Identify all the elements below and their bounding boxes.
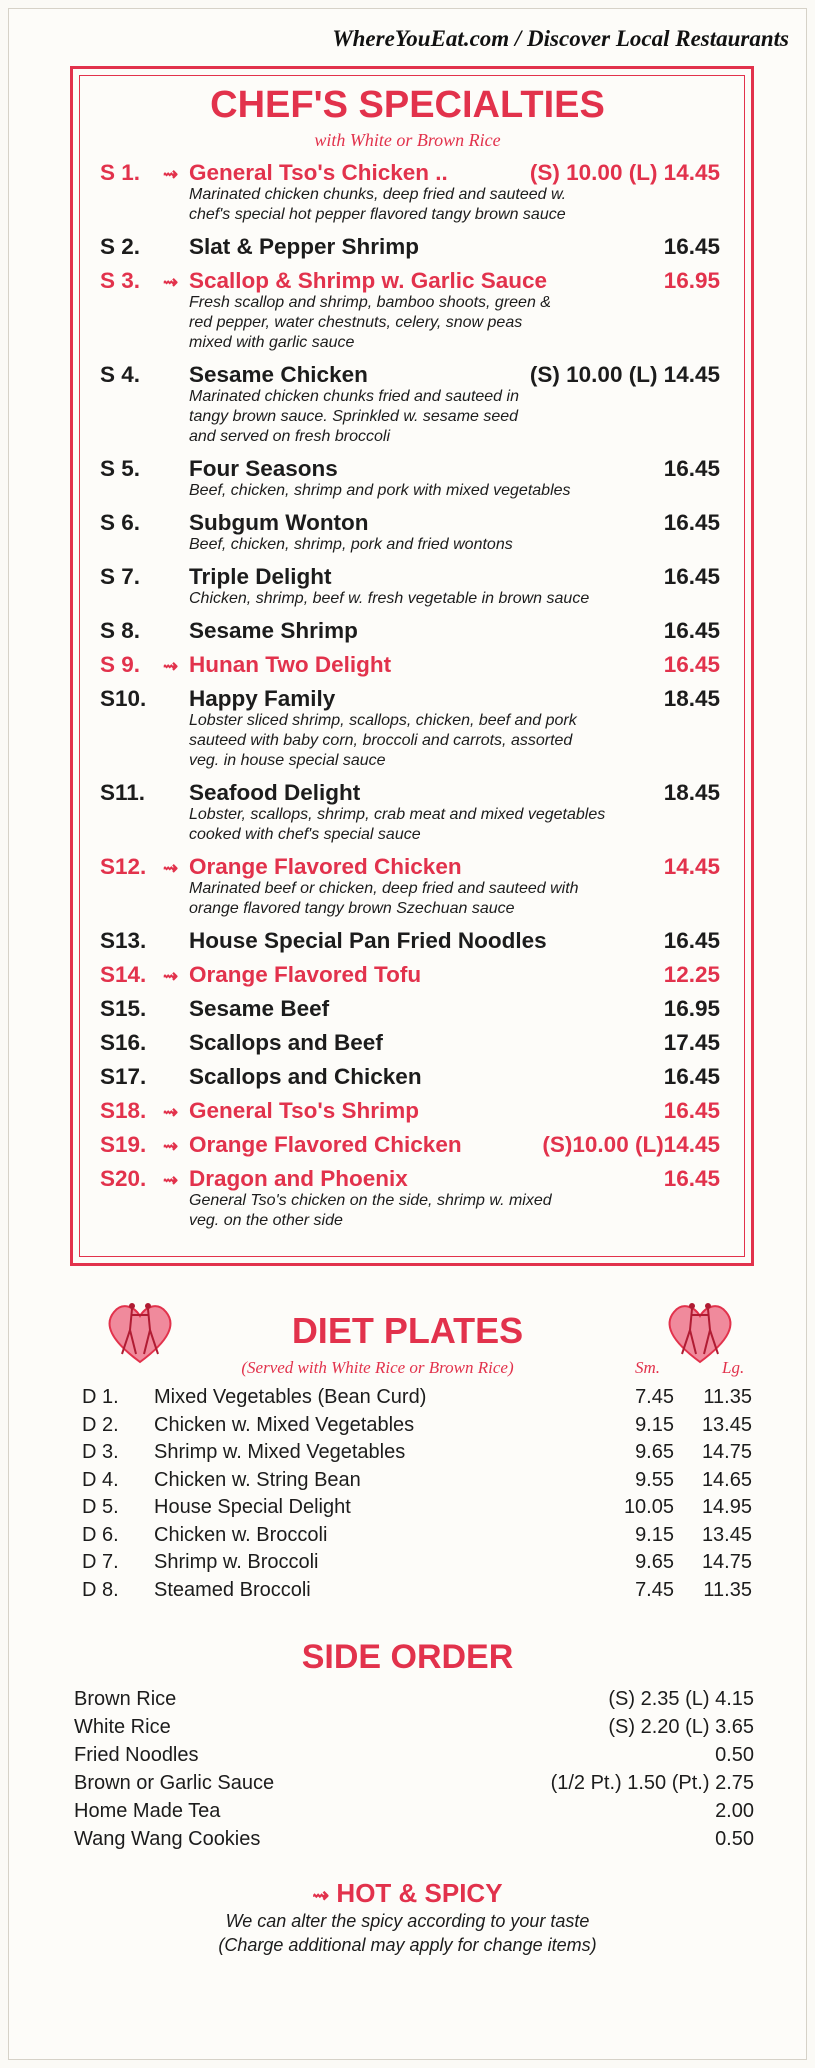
item-description: chef's special hot pepper flavored tangy brown sauce: [189, 206, 566, 223]
item-code: S 3.: [100, 268, 141, 293]
item-code: S 9.: [100, 652, 141, 677]
item-name: Dragon and Phoenix: [189, 1166, 408, 1191]
item-price: (1/2 Pt.) 1.50 (Pt.) 2.75: [550, 1772, 754, 1794]
item-code: D 5.: [82, 1496, 119, 1518]
item-price: 16.45: [663, 456, 720, 481]
side-order-title: SIDE ORDER: [301, 1638, 514, 1676]
specialty-item: [100, 456, 720, 484]
item-name: General Tso's Shrimp: [189, 1098, 419, 1123]
item-description: General Tso's chicken on the side, shrimp w. mixed: [189, 1192, 552, 1209]
item-price: 16.45: [663, 928, 720, 953]
item-description: veg. in house special sauce: [189, 752, 386, 769]
side-item: [74, 1716, 754, 1742]
item-name: Orange Flavored Tofu: [189, 962, 422, 987]
item-code: D 6.: [82, 1523, 119, 1546]
item-description: Lobster sliced shrimp, scallops, chicken, beef and pork: [189, 712, 577, 729]
item-code: S 5.: [100, 456, 141, 481]
pepper-icon: ⇝: [163, 966, 179, 986]
item-price-small: 9.65: [635, 1551, 674, 1573]
item-code: D 1.: [82, 1386, 119, 1408]
item-code: S16.: [100, 1030, 147, 1055]
pepper-icon: ⇝: [312, 1885, 330, 1907]
item-code: S18.: [100, 1098, 147, 1123]
specialty-item: [100, 1030, 720, 1058]
item-name: Triple Delight: [189, 564, 332, 589]
specialty-item: [100, 962, 720, 990]
specialty-item: [100, 652, 720, 680]
item-code: S11.: [100, 780, 146, 805]
hot-note-line-2: (Charge additional may apply for change items): [218, 1935, 597, 1955]
item-price: 16.95: [663, 268, 720, 293]
specialty-item: [100, 1132, 720, 1160]
diet-col-lg: Lg.: [722, 1358, 745, 1377]
item-code: S 2.: [100, 234, 141, 259]
diet-item: [82, 1579, 752, 1605]
item-name: Scallops and Beef: [189, 1030, 383, 1055]
specialty-item: [100, 854, 720, 882]
specialty-item: [100, 362, 720, 390]
item-price-large: 13.45: [701, 1413, 752, 1436]
specialties-title: CHEF'S SPECIALTIES: [210, 84, 605, 126]
side-item: [74, 1800, 754, 1826]
item-code: S 6.: [100, 510, 141, 535]
item-name: General Tso's Chicken ..: [189, 160, 448, 185]
pepper-icon: ⇝: [163, 1102, 179, 1122]
item-name: Hunan Two Delight: [189, 652, 392, 677]
side-item: [74, 1744, 754, 1770]
item-price: 16.45: [663, 234, 720, 259]
item-name: Fried Noodles: [74, 1744, 199, 1766]
item-name: House Special Delight: [154, 1496, 351, 1518]
diet-col-sm: Sm.: [635, 1358, 661, 1377]
item-price-small: 9.65: [635, 1441, 674, 1463]
item-price-large: 11.35: [703, 1578, 752, 1601]
item-price-large: 14.95: [701, 1496, 752, 1518]
item-price: 16.95: [663, 996, 720, 1021]
item-name: Chicken w. Mixed Vegetables: [154, 1413, 415, 1436]
item-description: red pepper, water chestnuts, celery, snow peas: [189, 314, 523, 331]
item-description: Marinated chicken chunks, deep fried and sauteed w.: [189, 186, 567, 203]
item-name: Slat & Pepper Shrimp: [189, 234, 420, 259]
item-name: Shrimp w. Broccoli: [154, 1551, 319, 1573]
item-price: 18.45: [663, 686, 720, 711]
item-code: D 7.: [82, 1551, 119, 1573]
item-code: S13.: [100, 928, 147, 953]
hot-spicy-title: ⇝ HOT & SPICY: [312, 1878, 503, 1908]
item-code: D 3.: [82, 1441, 119, 1463]
item-name: Chicken w. String Bean: [154, 1468, 361, 1491]
item-code: D 2.: [82, 1413, 119, 1436]
item-price: 16.45: [663, 564, 720, 589]
item-code: S20.: [100, 1166, 147, 1191]
item-price: (S) 10.00 (L) 14.45: [529, 160, 720, 185]
item-price: 12.25: [663, 962, 720, 987]
item-description: veg. on the other side: [189, 1212, 343, 1229]
item-price: (S) 2.20 (L) 3.65: [608, 1716, 754, 1738]
item-description: orange flavored tangy brown Szechuan sauce: [189, 900, 515, 917]
specialty-item: [100, 618, 720, 646]
item-price-large: 14.75: [701, 1441, 752, 1463]
side-item: [74, 1828, 754, 1854]
item-price-small: 10.05: [623, 1496, 674, 1518]
diet-item: [82, 1386, 752, 1412]
diet-item: [82, 1524, 752, 1550]
specialty-item: [100, 160, 720, 188]
item-price-small: 9.15: [635, 1413, 674, 1436]
item-name: Scallops and Chicken: [189, 1064, 422, 1089]
item-price: 0.50: [715, 1828, 754, 1850]
item-description: Fresh scallop and shrimp, bamboo shoots, green &: [189, 294, 551, 311]
item-name: Seafood Delight: [189, 780, 361, 805]
specialty-item: [100, 510, 720, 538]
item-price-small: 9.55: [635, 1468, 674, 1491]
item-price: 18.45: [663, 780, 720, 805]
specialties-subtitle: with White or Brown Rice: [314, 130, 501, 150]
side-item: [74, 1772, 754, 1798]
item-name: Home Made Tea: [74, 1800, 221, 1822]
item-price: 16.45: [663, 652, 720, 677]
item-price: 0.50: [715, 1744, 754, 1766]
specialty-item: [100, 1064, 720, 1092]
specialty-item: [100, 996, 720, 1024]
specialty-item: [100, 234, 720, 262]
side-item: [74, 1688, 754, 1714]
item-price: 14.45: [663, 854, 720, 879]
item-name: Mixed Vegetables (Bean Curd): [154, 1386, 427, 1408]
item-name: Orange Flavored Chicken: [189, 854, 462, 879]
item-description: cooked with chef's special sauce: [189, 826, 421, 843]
item-name: Chicken w. Broccoli: [154, 1523, 328, 1546]
item-price: 16.45: [663, 1098, 720, 1123]
item-name: Happy Family: [189, 686, 336, 711]
item-name: Subgum Wonton: [189, 510, 369, 535]
item-name: Sesame Chicken: [189, 362, 368, 387]
item-code: S 8.: [100, 618, 141, 643]
diet-item: [82, 1551, 752, 1577]
item-price: 16.45: [663, 618, 720, 643]
item-description: and served on fresh broccoli: [189, 428, 390, 445]
item-price: (S) 2.35 (L) 4.15: [608, 1688, 754, 1710]
diet-plates-title: DIET PLATES: [291, 1310, 524, 1351]
diet-item: [82, 1496, 752, 1522]
item-code: D 8.: [82, 1578, 119, 1601]
item-price-large: 11.35: [703, 1386, 752, 1408]
item-code: S 1.: [100, 160, 141, 185]
specialty-item: [100, 686, 720, 714]
pepper-icon: ⇝: [163, 1136, 179, 1156]
item-description: Beef, chicken, shrimp, pork and fried wontons: [189, 536, 513, 553]
diet-item: [82, 1441, 752, 1467]
pepper-icon: ⇝: [163, 272, 179, 292]
specialty-item: [100, 928, 720, 956]
item-price-small: 7.45: [635, 1386, 674, 1408]
specialty-item: [100, 780, 720, 808]
pepper-icon: ⇝: [163, 656, 179, 676]
diet-plates-subtitle: (Served with White Rice or Brown Rice): [241, 1358, 514, 1377]
item-price: 16.45: [663, 1166, 720, 1191]
item-name: Steamed Broccoli: [154, 1578, 311, 1601]
item-description: Marinated beef or chicken, deep fried and sauteed with: [189, 880, 579, 897]
item-price: 16.45: [663, 1064, 720, 1089]
item-price-large: 14.65: [701, 1468, 752, 1491]
item-name: Scallop & Shrimp w. Garlic Sauce: [189, 268, 548, 293]
item-code: S 4.: [100, 362, 141, 387]
item-code: S17.: [100, 1064, 147, 1089]
item-code: D 4.: [82, 1468, 119, 1491]
specialty-item: [100, 268, 720, 296]
hot-note-line-1: We can alter the spicy according to your taste: [225, 1911, 590, 1931]
item-code: S15.: [100, 996, 147, 1021]
item-description: sauteed with baby corn, broccoli and carrots, assorted: [189, 732, 573, 749]
item-price-small: 9.15: [635, 1523, 674, 1546]
pepper-icon: ⇝: [163, 858, 179, 878]
item-price: 17.45: [663, 1030, 720, 1055]
item-price-large: 14.75: [701, 1551, 752, 1573]
site-header[interactable]: WhereYouEat.com / Discover Local Restaurants: [332, 26, 789, 51]
item-description: mixed with garlic sauce: [189, 334, 355, 351]
item-code: S10.: [100, 686, 147, 711]
item-description: tangy brown sauce. Sprinkled w. sesame seed: [189, 408, 519, 425]
item-description: Lobster, scallops, shrimp, crab meat and mixed vegetables: [189, 806, 606, 823]
diet-item: [82, 1414, 752, 1440]
pepper-icon: ⇝: [163, 164, 179, 184]
item-name: White Rice: [74, 1716, 171, 1738]
item-price: (S) 10.00 (L) 14.45: [529, 362, 720, 387]
item-name: Brown Rice: [74, 1688, 177, 1710]
specialty-item: [100, 1166, 720, 1194]
item-code: S19.: [100, 1132, 147, 1157]
item-description: Beef, chicken, shrimp and pork with mixed vegetables: [189, 482, 571, 499]
item-name: House Special Pan Fried Noodles: [189, 928, 547, 953]
item-name: Sesame Beef: [189, 996, 330, 1021]
item-price: 16.45: [663, 510, 720, 535]
item-price-small: 7.45: [635, 1578, 674, 1601]
item-price: 2.00: [715, 1800, 754, 1822]
item-description: Marinated chicken chunks fried and sauteed in: [189, 388, 519, 405]
item-code: S12.: [100, 854, 147, 879]
item-name: Shrimp w. Mixed Vegetables: [154, 1441, 406, 1463]
specialty-item: [100, 1098, 720, 1126]
item-code: S 7.: [100, 564, 141, 589]
item-description: Chicken, shrimp, beef w. fresh vegetable in brown sauce: [189, 590, 590, 607]
diet-item: [82, 1469, 752, 1495]
item-name: Four Seasons: [189, 456, 338, 481]
specialty-item: [100, 564, 720, 592]
item-price-large: 13.45: [701, 1523, 752, 1546]
item-name: Wang Wang Cookies: [74, 1828, 261, 1850]
item-code: S14.: [100, 962, 147, 987]
item-name: Orange Flavored Chicken: [189, 1132, 462, 1157]
item-name: Brown or Garlic Sauce: [74, 1772, 275, 1794]
item-price: (S)10.00 (L)14.45: [542, 1132, 720, 1157]
item-name: Sesame Shrimp: [189, 618, 358, 643]
pepper-icon: ⇝: [163, 1170, 179, 1190]
